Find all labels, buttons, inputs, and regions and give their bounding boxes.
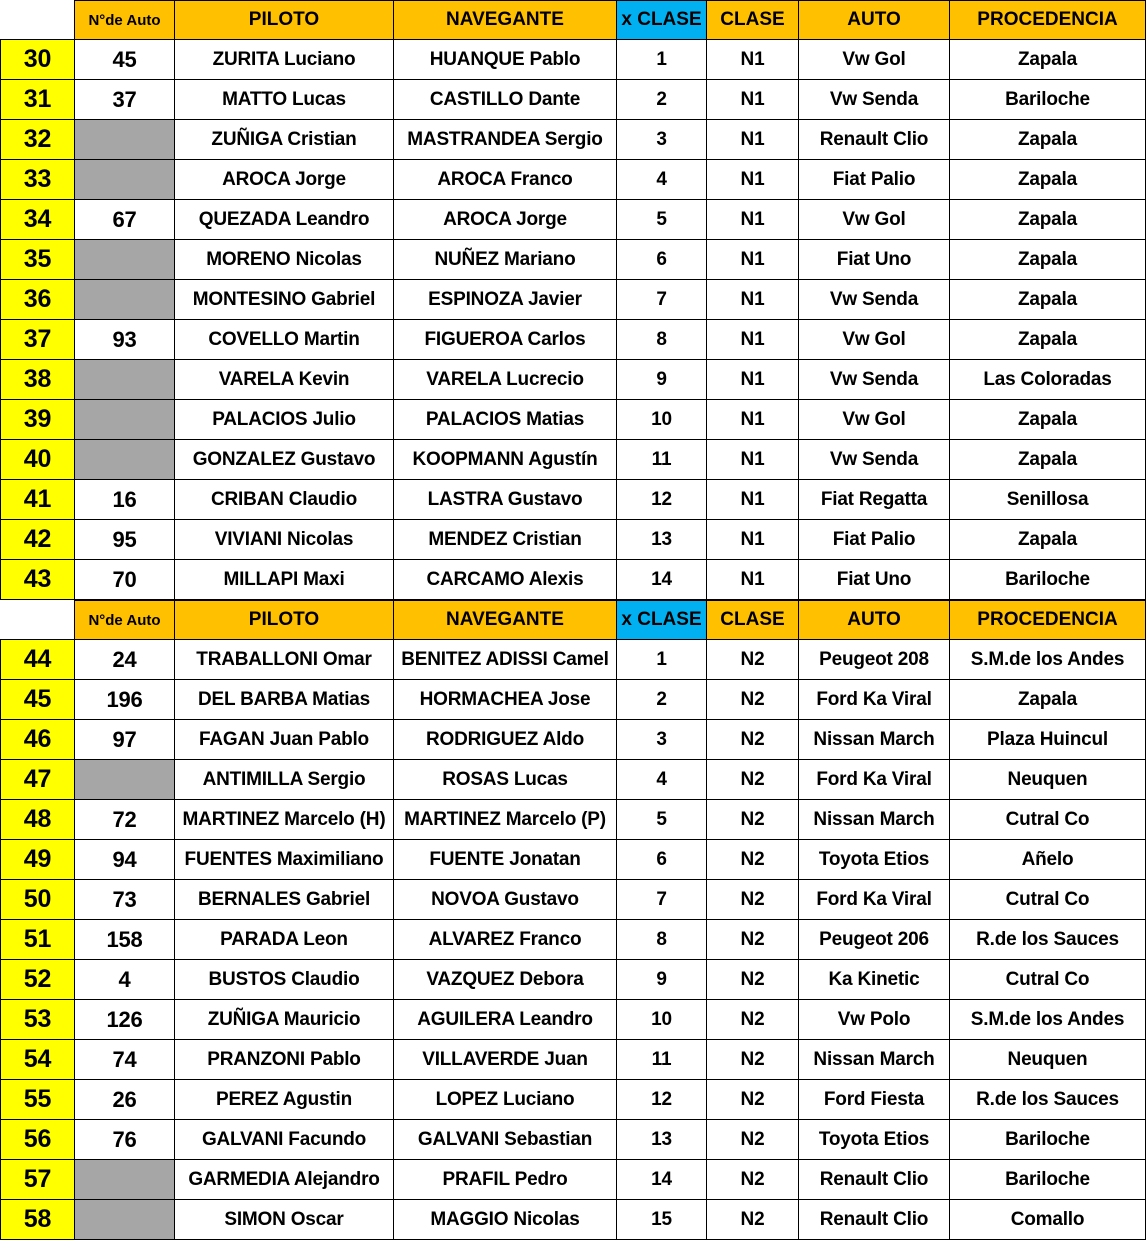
car-number-cell: 26 [75,1080,175,1120]
table-row [0,280,1146,320]
table-row [0,880,1146,920]
start-number-cell: 42 [0,520,75,560]
table-row [0,920,1146,960]
car-model-cell: Fiat Palio [799,520,950,560]
header-car-no: N°de Auto [75,600,175,640]
header-navigator: NAVEGANTE [394,0,617,40]
car-number-cell: 67 [75,200,175,240]
origin-cell: Bariloche [950,80,1146,120]
navigator-name-cell: MARTINEZ Marcelo (P) [394,800,617,840]
car-number-cell [75,1200,175,1240]
class-position-cell: 2 [617,80,707,120]
table-row [0,80,1146,120]
class-cell: N2 [707,680,799,720]
table-row [0,800,1146,840]
table-row [0,320,1146,360]
car-number-cell: 93 [75,320,175,360]
class-cell: N2 [707,960,799,1000]
start-number-cell: 48 [0,800,75,840]
navigator-name-cell: LOPEZ Luciano [394,1080,617,1120]
class-cell: N1 [707,160,799,200]
start-number-cell: 49 [0,840,75,880]
start-number-cell: 41 [0,480,75,520]
header-class: CLASE [707,0,799,40]
class-position-cell: 14 [617,560,707,600]
navigator-name-cell: HUANQUE Pablo [394,40,617,80]
origin-cell: R.de los Sauces [950,920,1146,960]
class-cell: N1 [707,120,799,160]
class-position-cell: 3 [617,720,707,760]
header-blank-cell [0,0,75,40]
navigator-name-cell: AROCA Jorge [394,200,617,240]
origin-cell: Las Coloradas [950,360,1146,400]
car-model-cell: Peugeot 208 [799,640,950,680]
class-position-cell: 15 [617,1200,707,1240]
class-cell: N1 [707,520,799,560]
class-position-cell: 1 [617,640,707,680]
car-number-cell [75,160,175,200]
class-cell: N1 [707,400,799,440]
navigator-name-cell: ROSAS Lucas [394,760,617,800]
class-cell: N2 [707,720,799,760]
origin-cell: Zapala [950,280,1146,320]
car-model-cell: Renault Clio [799,1200,950,1240]
start-number-cell: 47 [0,760,75,800]
car-model-cell: Vw Senda [799,280,950,320]
start-number-cell: 56 [0,1120,75,1160]
table-row [0,520,1146,560]
car-number-cell: 45 [75,40,175,80]
car-model-cell: Nissan March [799,720,950,760]
pilot-name-cell: MILLAPI Maxi [175,560,394,600]
class-cell: N1 [707,560,799,600]
class-cell: N2 [707,1160,799,1200]
class-cell: N2 [707,1080,799,1120]
navigator-name-cell: LASTRA Gustavo [394,480,617,520]
table-row [0,640,1146,680]
start-number-cell: 57 [0,1160,75,1200]
car-model-cell: Vw Polo [799,1000,950,1040]
pilot-name-cell: GONZALEZ Gustavo [175,440,394,480]
navigator-name-cell: NOVOA Gustavo [394,880,617,920]
origin-cell: Zapala [950,680,1146,720]
class-cell: N2 [707,1000,799,1040]
start-number-cell: 53 [0,1000,75,1040]
class-position-cell: 7 [617,880,707,920]
header-class-pos: x CLASE [617,0,707,40]
pilot-name-cell: BUSTOS Claudio [175,960,394,1000]
origin-cell: Añelo [950,840,1146,880]
start-number-cell: 50 [0,880,75,920]
header-class-pos: x CLASE [617,600,707,640]
header-row [0,0,1146,40]
start-number-cell: 51 [0,920,75,960]
car-model-cell: Vw Gol [799,200,950,240]
navigator-name-cell: ALVAREZ Franco [394,920,617,960]
car-model-cell: Ford Ka Viral [799,760,950,800]
header-car-no: N°de Auto [75,0,175,40]
class-cell: N2 [707,840,799,880]
header-navigator: NAVEGANTE [394,600,617,640]
table-row [0,200,1146,240]
car-number-cell [75,280,175,320]
table-row [0,960,1146,1000]
car-number-cell [75,120,175,160]
class-position-cell: 5 [617,800,707,840]
car-model-cell: Ford Ka Viral [799,680,950,720]
car-number-cell [75,1160,175,1200]
header-origin: PROCEDENCIA [950,0,1146,40]
car-model-cell: Peugeot 206 [799,920,950,960]
pilot-name-cell: TRABALLONI Omar [175,640,394,680]
navigator-name-cell: AGUILERA Leandro [394,1000,617,1040]
pilot-name-cell: SIMON Oscar [175,1200,394,1240]
pilot-name-cell: PALACIOS Julio [175,400,394,440]
car-model-cell: Fiat Regatta [799,480,950,520]
table-row [0,1080,1146,1120]
car-number-cell [75,240,175,280]
car-model-cell: Toyota Etios [799,1120,950,1160]
table-row [0,360,1146,400]
class-cell: N1 [707,280,799,320]
origin-cell: Zapala [950,240,1146,280]
car-model-cell: Ka Kinetic [799,960,950,1000]
class-cell: N2 [707,800,799,840]
car-number-cell: 196 [75,680,175,720]
car-number-cell: 72 [75,800,175,840]
car-number-cell: 73 [75,880,175,920]
navigator-name-cell: CASTILLO Dante [394,80,617,120]
table-row [0,720,1146,760]
car-model-cell: Vw Gol [799,400,950,440]
origin-cell: Neuquen [950,760,1146,800]
pilot-name-cell: ZUÑIGA Mauricio [175,1000,394,1040]
table-row [0,440,1146,480]
table-row [0,840,1146,880]
origin-cell: Cutral Co [950,960,1146,1000]
car-model-cell: Toyota Etios [799,840,950,880]
table-row [0,560,1146,600]
start-number-cell: 31 [0,80,75,120]
start-number-cell: 37 [0,320,75,360]
start-number-cell: 33 [0,160,75,200]
table-row [0,400,1146,440]
class-position-cell: 5 [617,200,707,240]
table-row [0,480,1146,520]
class-position-cell: 3 [617,120,707,160]
pilot-name-cell: BERNALES Gabriel [175,880,394,920]
class-cell: N2 [707,920,799,960]
navigator-name-cell: ESPINOZA Javier [394,280,617,320]
start-number-cell: 40 [0,440,75,480]
origin-cell: Zapala [950,160,1146,200]
class-position-cell: 12 [617,1080,707,1120]
origin-cell: Comallo [950,1200,1146,1240]
start-number-cell: 55 [0,1080,75,1120]
start-number-cell: 54 [0,1040,75,1080]
car-model-cell: Vw Senda [799,360,950,400]
car-model-cell: Fiat Palio [799,160,950,200]
class-cell: N2 [707,1040,799,1080]
pilot-name-cell: MONTESINO Gabriel [175,280,394,320]
header-car: AUTO [799,600,950,640]
class-cell: N1 [707,440,799,480]
header-row [0,600,1146,640]
navigator-name-cell: VAZQUEZ Debora [394,960,617,1000]
table-row [0,1000,1146,1040]
car-model-cell: Vw Gol [799,40,950,80]
navigator-name-cell: AROCA Franco [394,160,617,200]
navigator-name-cell: NUÑEZ Mariano [394,240,617,280]
class-position-cell: 14 [617,1160,707,1200]
start-number-cell: 32 [0,120,75,160]
origin-cell: Zapala [950,440,1146,480]
origin-cell: Zapala [950,200,1146,240]
class-cell: N1 [707,240,799,280]
car-model-cell: Fiat Uno [799,240,950,280]
car-model-cell: Vw Senda [799,80,950,120]
pilot-name-cell: GARMEDIA Alejandro [175,1160,394,1200]
start-number-cell: 36 [0,280,75,320]
class-position-cell: 11 [617,440,707,480]
start-number-cell: 45 [0,680,75,720]
car-number-cell [75,360,175,400]
navigator-name-cell: GALVANI Sebastian [394,1120,617,1160]
class-position-cell: 4 [617,760,707,800]
pilot-name-cell: FUENTES Maximiliano [175,840,394,880]
table-row [0,1120,1146,1160]
class-position-cell: 11 [617,1040,707,1080]
origin-cell: Bariloche [950,1160,1146,1200]
class-position-cell: 10 [617,400,707,440]
class-position-cell: 6 [617,240,707,280]
class-cell: N1 [707,40,799,80]
class-position-cell: 1 [617,40,707,80]
navigator-name-cell: MENDEZ Cristian [394,520,617,560]
start-number-cell: 35 [0,240,75,280]
start-number-cell: 43 [0,560,75,600]
pilot-name-cell: MATTO Lucas [175,80,394,120]
car-model-cell: Vw Gol [799,320,950,360]
origin-cell: Senillosa [950,480,1146,520]
pilot-name-cell: ZUÑIGA Cristian [175,120,394,160]
car-model-cell: Vw Senda [799,440,950,480]
navigator-name-cell: RODRIGUEZ Aldo [394,720,617,760]
class-cell: N1 [707,360,799,400]
class-position-cell: 8 [617,320,707,360]
car-number-cell: 76 [75,1120,175,1160]
pilot-name-cell: PARADA Leon [175,920,394,960]
car-model-cell: Nissan March [799,800,950,840]
start-number-cell: 52 [0,960,75,1000]
table-row [0,240,1146,280]
pilot-name-cell: QUEZADA Leandro [175,200,394,240]
pilot-name-cell: PRANZONI Pablo [175,1040,394,1080]
class-position-cell: 13 [617,520,707,560]
navigator-name-cell: FIGUEROA Carlos [394,320,617,360]
header-car: AUTO [799,0,950,40]
car-number-cell: 24 [75,640,175,680]
class-cell: N1 [707,480,799,520]
origin-cell: S.M.de los Andes [950,1000,1146,1040]
pilot-name-cell: FAGAN Juan Pablo [175,720,394,760]
class-cell: N1 [707,200,799,240]
class-position-cell: 13 [617,1120,707,1160]
class-cell: N2 [707,1200,799,1240]
header-blank-cell [0,600,75,640]
origin-cell: Bariloche [950,560,1146,600]
car-number-cell: 97 [75,720,175,760]
class-position-cell: 2 [617,680,707,720]
start-number-cell: 46 [0,720,75,760]
class-cell: N2 [707,1120,799,1160]
table-row [0,760,1146,800]
car-number-cell: 94 [75,840,175,880]
navigator-name-cell: VARELA Lucrecio [394,360,617,400]
class-cell: N2 [707,640,799,680]
car-model-cell: Nissan March [799,1040,950,1080]
pilot-name-cell: VARELA Kevin [175,360,394,400]
navigator-name-cell: VILLAVERDE Juan [394,1040,617,1080]
header-class: CLASE [707,600,799,640]
car-number-cell: 37 [75,80,175,120]
navigator-name-cell: MAGGIO Nicolas [394,1200,617,1240]
origin-cell: Zapala [950,40,1146,80]
pilot-name-cell: GALVANI Facundo [175,1120,394,1160]
car-number-cell [75,400,175,440]
car-model-cell: Fiat Uno [799,560,950,600]
pilot-name-cell: CRIBAN Claudio [175,480,394,520]
car-number-cell [75,760,175,800]
car-model-cell: Renault Clio [799,120,950,160]
table-row [0,1040,1146,1080]
pilot-name-cell: ZURITA Luciano [175,40,394,80]
car-model-cell: Ford Ka Viral [799,880,950,920]
car-number-cell: 4 [75,960,175,1000]
pilot-name-cell: MORENO Nicolas [175,240,394,280]
car-number-cell: 74 [75,1040,175,1080]
class-cell: N1 [707,320,799,360]
class-position-cell: 6 [617,840,707,880]
origin-cell: Bariloche [950,1120,1146,1160]
origin-cell: Cutral Co [950,880,1146,920]
class-position-cell: 7 [617,280,707,320]
car-model-cell: Renault Clio [799,1160,950,1200]
pilot-name-cell: DEL BARBA Matias [175,680,394,720]
navigator-name-cell: MASTRANDEA Sergio [394,120,617,160]
pilot-name-cell: PEREZ Agustin [175,1080,394,1120]
header-origin: PROCEDENCIA [950,600,1146,640]
table-row [0,1160,1146,1200]
table-row [0,680,1146,720]
start-number-cell: 44 [0,640,75,680]
class-position-cell: 8 [617,920,707,960]
origin-cell: Cutral Co [950,800,1146,840]
class-position-cell: 10 [617,1000,707,1040]
pilot-name-cell: VIVIANI Nicolas [175,520,394,560]
origin-cell: Plaza Huincul [950,720,1146,760]
origin-cell: Zapala [950,400,1146,440]
start-number-cell: 38 [0,360,75,400]
navigator-name-cell: FUENTE Jonatan [394,840,617,880]
pilot-name-cell: ANTIMILLA Sergio [175,760,394,800]
table-row [0,1200,1146,1240]
pilot-name-cell: COVELLO Martin [175,320,394,360]
car-number-cell: 16 [75,480,175,520]
origin-cell: S.M.de los Andes [950,640,1146,680]
class-position-cell: 9 [617,960,707,1000]
navigator-name-cell: HORMACHEA Jose [394,680,617,720]
header-pilot: PILOTO [175,600,394,640]
class-cell: N2 [707,880,799,920]
header-pilot: PILOTO [175,0,394,40]
car-number-cell [75,440,175,480]
navigator-name-cell: PRAFIL Pedro [394,1160,617,1200]
table-row [0,120,1146,160]
pilot-name-cell: AROCA Jorge [175,160,394,200]
car-number-cell: 95 [75,520,175,560]
car-number-cell: 70 [75,560,175,600]
car-number-cell: 158 [75,920,175,960]
start-number-cell: 39 [0,400,75,440]
navigator-name-cell: CARCAMO Alexis [394,560,617,600]
origin-cell: Zapala [950,520,1146,560]
class-position-cell: 9 [617,360,707,400]
car-model-cell: Ford Fiesta [799,1080,950,1120]
class-cell: N2 [707,760,799,800]
class-cell: N1 [707,80,799,120]
start-number-cell: 58 [0,1200,75,1240]
origin-cell: R.de los Sauces [950,1080,1146,1120]
origin-cell: Zapala [950,120,1146,160]
table-row [0,160,1146,200]
class-position-cell: 4 [617,160,707,200]
navigator-name-cell: KOOPMANN Agustín [394,440,617,480]
table-row [0,40,1146,80]
start-number-cell: 34 [0,200,75,240]
navigator-name-cell: BENITEZ ADISSI Camel [394,640,617,680]
navigator-name-cell: PALACIOS Matias [394,400,617,440]
pilot-name-cell: MARTINEZ Marcelo (H) [175,800,394,840]
start-number-cell: 30 [0,40,75,80]
origin-cell: Neuquen [950,1040,1146,1080]
origin-cell: Zapala [950,320,1146,360]
class-position-cell: 12 [617,480,707,520]
car-number-cell: 126 [75,1000,175,1040]
